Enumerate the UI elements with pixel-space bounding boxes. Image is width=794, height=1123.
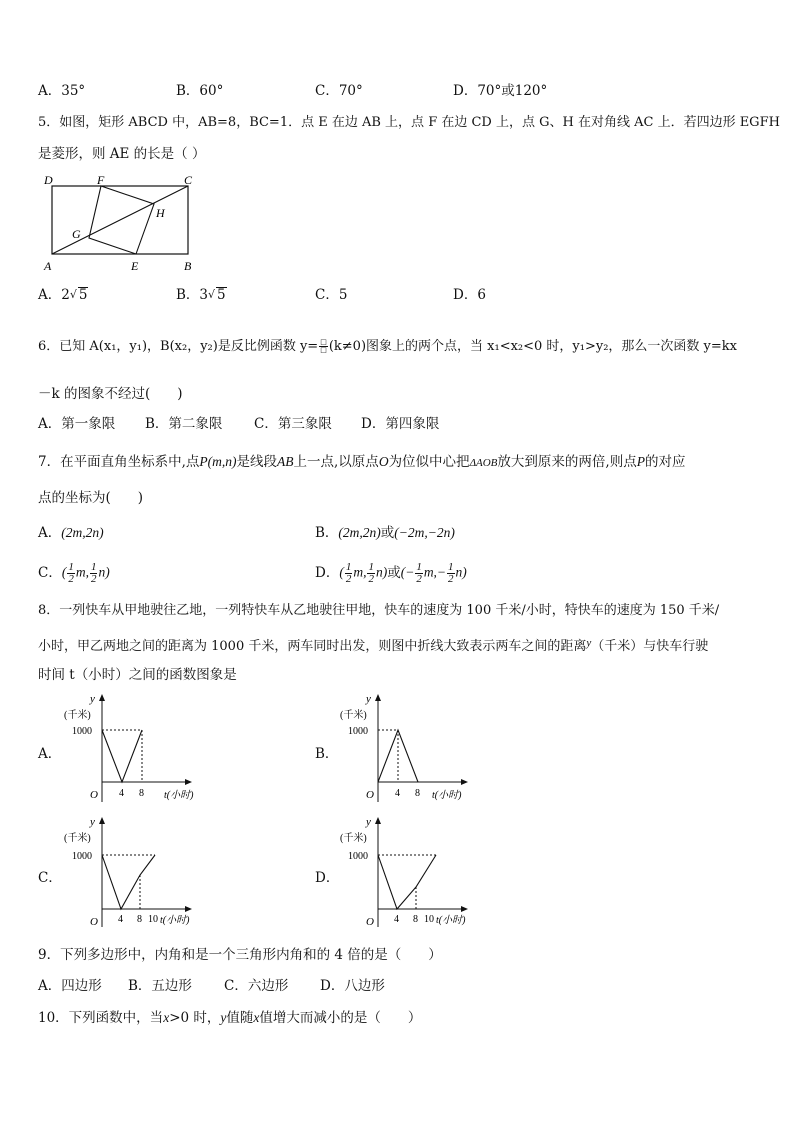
q5-option-b: B．3√ 5 <box>176 287 226 303</box>
q8-option-c-label: C． <box>38 870 62 886</box>
graph-a-x-tick-8: 8 <box>139 788 144 799</box>
label-F: F <box>97 173 105 187</box>
q7-option-a <box>38 524 104 542</box>
graph-d-unit: (千米) <box>340 833 367 844</box>
q10-text-2: >0 时， <box>169 1010 221 1026</box>
q7-text-1: 7．在平面直角坐标系中,点 <box>38 454 200 470</box>
graph-d-x-tick-10: 10 <box>424 914 434 925</box>
graph-c-y-axis-label: y <box>90 816 95 828</box>
q7-option-a-label: A． <box>38 525 62 541</box>
q6-option-d: D．第四象限 <box>361 416 440 432</box>
q8-graph-a <box>60 690 210 810</box>
q7-option-d-value1: ( $\frac{1}{2}$ m, $\frac{1}{2}$ n) <box>339 560 388 585</box>
q6-stem-line2: －k 的图象不经过( ) <box>38 386 183 402</box>
q8-text-1: 小时，甲乙两地之间的距离为 1000 千米，两车同时出发，则图中折线大致表示两车之间的距离 <box>38 639 587 654</box>
q5-option-d: D．6 <box>453 287 486 303</box>
graph-d-origin: O <box>366 916 374 928</box>
q7-option-d-or: 或 <box>387 565 401 581</box>
q5-stem-line2: 是菱形，则 AE 的长是（ ） <box>38 146 206 162</box>
q7-option-b-value2: (−2m,−2n) <box>394 525 455 540</box>
q4-option-d: D．70°或120° <box>453 83 548 99</box>
q5-option-b-coef: B．3 <box>176 287 209 303</box>
q7-option-b-or: 或 <box>380 525 395 541</box>
graph-d-y-tick: 1000 <box>348 851 368 862</box>
q10-stem <box>38 1009 421 1027</box>
graph-a-x-tick-4: 4 <box>119 788 124 799</box>
graph-b-y-tick: 1000 <box>348 726 368 737</box>
q6-option-a: A．第一象限 <box>38 416 116 432</box>
q8-var-y: y <box>586 637 592 649</box>
q6-stem-part2: (k≠0)图象上的两个点，当 x₁<x₂<0 时，y₁>y₂，那么一次函数 y=kx <box>328 339 738 354</box>
graph-c-unit: (千米) <box>64 833 91 844</box>
q7-text-5: 放大到原来的两倍,则点 <box>497 454 637 470</box>
q5-option-c: C．5 <box>315 287 348 303</box>
q7-point-p: P <box>636 454 645 469</box>
graph-d-x-axis-label: t(小时) <box>436 915 466 926</box>
q5-option-a: A．2√ 5 <box>38 287 88 303</box>
q7-option-b-label: B． <box>315 525 339 541</box>
label-D: D <box>44 173 53 187</box>
q8-option-a-label: A． <box>38 746 62 762</box>
q9-stem: 9．下列多边形中，内角和是一个三角形内角和的 4 倍的是（ ） <box>38 947 442 963</box>
q7-option-c-value: ( $\frac{1}{2}$ m, $\frac{1}{2}$ n) <box>61 560 110 585</box>
q7-stem-line2: 点的坐标为( ) <box>38 490 144 506</box>
q7-point-pmn: P(m,n) <box>199 454 237 469</box>
q6-stem-line1 <box>38 338 737 356</box>
q7-stem-line1 <box>38 453 685 472</box>
q10-text-1: 10．下列函数中，当 <box>38 1010 164 1026</box>
label-G: G <box>72 227 81 241</box>
q10-var-x2: x <box>253 1010 260 1025</box>
q8-option-d-label: D． <box>315 870 340 886</box>
graph-c-x-axis-label: t(小时) <box>160 915 190 926</box>
graph-c-x-tick-4: 4 <box>118 914 123 925</box>
q8-graph-c <box>60 815 210 933</box>
graph-b-y-axis-label: y <box>366 693 371 705</box>
q8-stem-line1: 8．一列快车从甲地驶往乙地，一列特快车从乙地驶往甲地，快车的速度为 100 千米/小时，特快车的速度为 150 千米/ <box>38 603 720 618</box>
q6-stem-part1: 6．已知 A(x₁，y₁)，B(x₂，y₂)是反比例函数 y= <box>38 339 319 354</box>
graph-c-origin: O <box>90 916 98 928</box>
q5-rectangle-figure <box>38 170 208 274</box>
q9-option-c: C．六边形 <box>224 978 289 994</box>
q10-var-y: y <box>220 1010 227 1025</box>
q7-option-d <box>315 558 467 588</box>
q7-option-d-label: D． <box>315 565 340 581</box>
q8-graph-d <box>336 815 486 933</box>
q10-var-x: x <box>163 1010 170 1025</box>
q5-option-a-radicand: 5 <box>78 287 88 303</box>
graph-b-origin: O <box>366 789 374 801</box>
q5-option-b-radicand: 5 <box>217 287 226 303</box>
q7-option-d-value2: (− $\frac{1}{2}$ m,− $\frac{1}{2}$ n) <box>400 560 467 585</box>
graph-a-y-axis-label: y <box>90 693 95 705</box>
graph-d-x-tick-4: 4 <box>394 914 399 925</box>
q4-option-c: C．70° <box>315 83 363 99</box>
graph-b-x-axis-label: t(小时) <box>432 790 462 801</box>
q9-option-b: B．五边形 <box>128 978 192 994</box>
q7-text-4: 为位似中心把 <box>388 454 470 470</box>
q10-text-3: 值随 <box>226 1010 254 1026</box>
graph-a-origin: O <box>90 789 98 801</box>
q7-text-3: 上一点,以原点 <box>293 454 379 470</box>
q4-option-a: A．35° <box>38 83 86 99</box>
q7-option-b-value1: (2m,2n) <box>338 525 381 540</box>
q8-stem-line3: 时间 t（小时）之间的函数图象是 <box>38 667 237 683</box>
graph-c-y-tick: 1000 <box>72 851 92 862</box>
q5-stem-line1: 5．如图，矩形 ABCD 中，AB=8，BC=1．点 E 在边 AB 上，点 F 在边 CD 上，点 G、H 在对角线 AC 上．若四边形 EGFH <box>38 115 780 130</box>
graph-c-x-tick-10: 10 <box>148 914 158 925</box>
q8-text-2: （千米）与快车行驶 <box>591 639 709 654</box>
q6-option-b: B．第二象限 <box>145 416 223 432</box>
q5-option-a-coef: A．2 <box>38 287 70 303</box>
graph-b-x-tick-8: 8 <box>415 788 420 799</box>
q7-text-2: 是线段 <box>236 454 278 470</box>
q9-option-a: A．四边形 <box>38 978 102 994</box>
graph-d-y-axis-label: y <box>366 816 371 828</box>
label-B: B <box>184 259 192 273</box>
q8-graph-b <box>336 690 486 810</box>
label-E: E <box>131 259 139 273</box>
label-C: C <box>184 173 193 187</box>
q9-option-d: D．八边形 <box>320 978 385 994</box>
graph-b-x-tick-4: 4 <box>395 788 400 799</box>
q7-option-a-value: (2m,2n) <box>61 525 104 540</box>
graph-b-unit: (千米) <box>340 710 367 721</box>
q7-option-b <box>315 524 455 542</box>
graph-a-x-axis-label: t(小时) <box>164 790 194 801</box>
q7-origin-o: O <box>378 454 389 469</box>
fraction-k-over-x: $\frac{□}{□}$ <box>320 338 327 354</box>
q7-triangle-aob: ΔAOB <box>469 457 498 469</box>
graph-d-x-tick-8: 8 <box>413 914 418 925</box>
q8-stem-line2 <box>38 634 708 656</box>
graph-c-x-tick-8: 8 <box>137 914 142 925</box>
label-A: A <box>44 259 52 273</box>
q4-option-b: B．60° <box>176 83 224 99</box>
label-H: H <box>156 206 165 220</box>
graph-a-y-tick: 1000 <box>72 726 92 737</box>
q7-text-6: 的对应 <box>644 454 686 470</box>
q7-option-c-label: C． <box>38 565 62 581</box>
q6-option-c: C．第三象限 <box>254 416 332 432</box>
q8-option-b-label: B． <box>315 746 339 762</box>
graph-a-unit: (千米) <box>64 710 91 721</box>
q10-text-4: 值增大而减小的是（ ） <box>259 1010 422 1026</box>
q7-option-c <box>38 558 110 588</box>
q7-segment-ab: AB <box>277 454 294 469</box>
